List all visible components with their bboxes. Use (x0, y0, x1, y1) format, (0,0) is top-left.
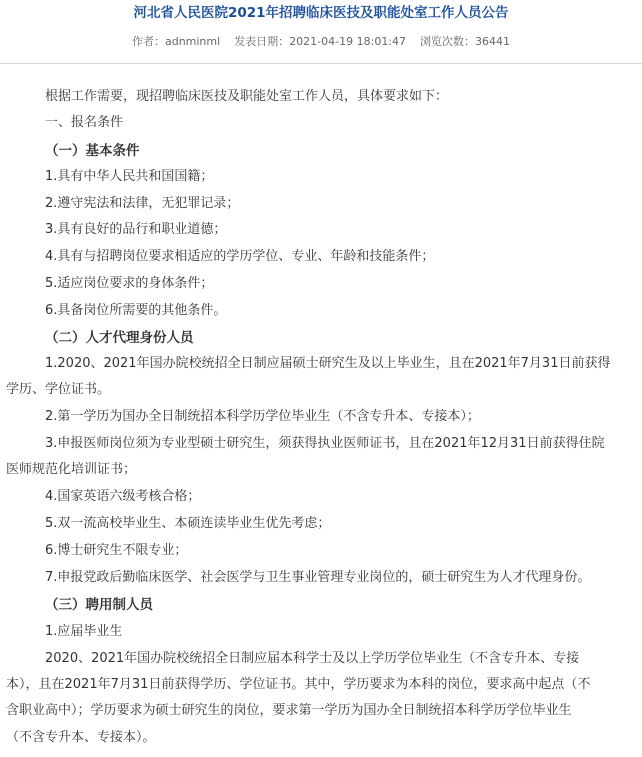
list-item: 4.国家英语六级考核合格； (45, 489, 201, 504)
views-label: 浏览次数： (420, 35, 476, 48)
body-paragraph-continuation: 含职业高中）；学历要求为硕士研究生的岗位，要求第一学历为国办全日制统招本科学历学位毕业生 (6, 703, 572, 718)
list-item: 7.申报党政后勤临床医学、社会医学与卫生事业管理专业岗位的，硕士研究生为人才代理身份。 (45, 570, 591, 585)
body-paragraph-continuation: 本），且在2021年7月31日前获得学历、学位证书。其中，学历要求为本科的岗位，要求高中起点（不 (6, 677, 591, 692)
subsection-heading: （三）聘用制人员 (45, 597, 153, 613)
list-item: 5.双一流高校毕业生、本硕连读毕业生优先考虑； (45, 516, 331, 531)
author-label: 作者： (131, 35, 165, 48)
views-value: 36441 (475, 35, 511, 48)
intro-paragraph: 根据工作需要，现招聘临床医技及职能处室工作人员，具体要求如下： (45, 89, 449, 104)
body-paragraph-continuation: （不含专升本、专接本）。 (6, 730, 156, 745)
subsection-heading: （二）人才代理身份人员 (45, 330, 194, 346)
list-item: 2.第一学历为国办全日制统招本科学历学位毕业生（不含专升本、专接本）； (45, 409, 480, 424)
list-item-continuation: 学历、学位证书。 (6, 382, 111, 397)
list-item: 1.2020、2021年国办院校统招全日制应届硕士研究生及以上毕业生，且在2021年7月31日前获得 (45, 356, 611, 371)
list-item: 5.适应岗位要求的身体条件； (45, 276, 214, 291)
list-item: 1.应届毕业生 (45, 624, 123, 639)
section-heading: 一、报名条件 (45, 115, 124, 130)
list-item: 1.具有中华人民共和国国籍； (45, 169, 214, 184)
author-value: adnminml (164, 35, 221, 48)
list-item-continuation: 医师规范化培训证书； (6, 462, 137, 477)
article-title: 河北省人民医院2021年招聘临床医技及职能处室工作人员公告 (133, 5, 509, 21)
body-paragraph: 2020、2021年国办院校统招全日制应届本科学士及以上学历学位毕业生（不含专升本、专接 (45, 651, 580, 666)
list-item: 4.具有与招聘岗位要求相适应的学历学位、专业、年龄和技能条件； (45, 249, 435, 264)
list-item: 6.博士研究生不限专业； (45, 543, 188, 558)
list-item: 2.遵守宪法和法律，无犯罪记录； (45, 196, 240, 211)
list-item: 6.具备岗位所需要的其他条件。 (45, 303, 227, 318)
article-meta (0, 35, 642, 49)
title-divider (0, 63, 642, 64)
subsection-heading: （一）基本条件 (45, 143, 140, 159)
list-item: 3.具有良好的品行和职业道德； (45, 222, 227, 237)
date-label: 发表日期： (234, 35, 290, 48)
date-value: 2021-04-19 18:01:47 (289, 35, 407, 48)
list-item: 3.申报医师岗位须为专业型硕士研究生，须获得执业医师证书，且在2021年12月31日前获得住院 (45, 436, 605, 451)
